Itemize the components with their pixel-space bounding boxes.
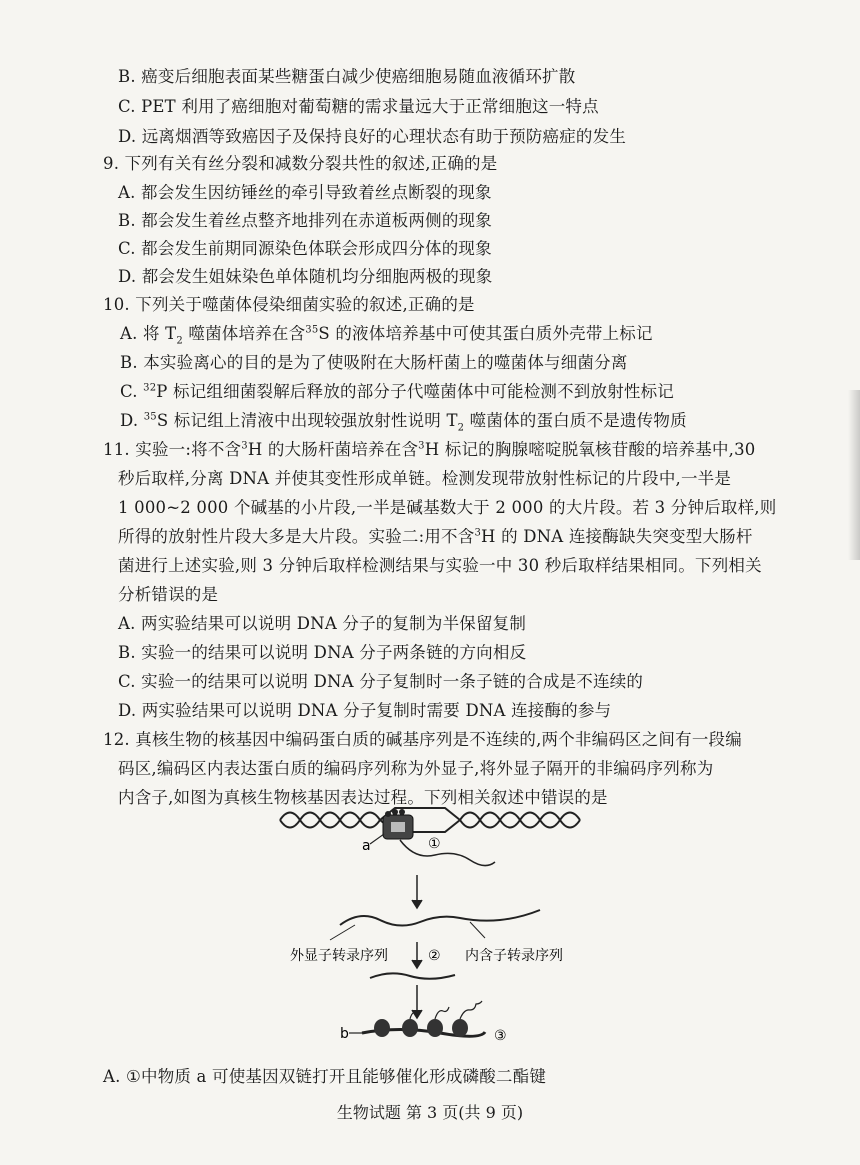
q11-stem-line-3: 1 000~2 000 个碱基的小片段,一半是碱基数大于 2 000 的大片段。若 3 分钟后取样,则 (118, 498, 777, 517)
q11-option-c: C. 实验一的结果可以说明 DNA 分子复制时一条子链的合成是不连续的 (118, 672, 644, 691)
q9-option-a: A. 都会发生因纺锤丝的牵引导致着丝点断裂的现象 (118, 183, 492, 202)
q10-option-c: C. $^{32}$P 标记组细菌裂解后释放的部分子代噬菌体中可能检测不到放射性标记 (120, 382, 675, 401)
q12-stem-line-3: 内含子,如图为真核生物核基因表达过程。下列相关叙述中错误的是 (118, 788, 608, 807)
rna-polymerase (383, 809, 413, 839)
step-2-marker: ② (428, 948, 441, 964)
q8-option-b: B. 癌变后细胞表面某些糖蛋白减少使癌细胞易随血液循环扩散 (118, 67, 576, 86)
q11-stem-line-5: 菌进行上述实验,则 3 分钟后取样检测结果与实验一中 30 秒后取样结果相同。下列相关 (118, 556, 762, 575)
q10-option-a: A. 将 $T_2$ 噬菌体培养在含$^{35}$S 的液体培养基中可使其蛋白质外壳带上标记 (120, 324, 653, 347)
page-footer: 生物试题 第 3 页(共 9 页) (336, 1103, 524, 1122)
intron-pointer-line (470, 922, 485, 938)
intron-transcript-label: 内含子转录序列 (465, 948, 563, 964)
q11-stem-line-6: 分析错误的是 (118, 585, 219, 604)
q11-stem-line-4: 所得的放射性片段大多是大片段。实验二:用不含$^3$H 的 DNA 连接酶缺失突变型大肠杆 (118, 527, 753, 546)
q9-option-d: D. 都会发生姐妹染色单体随机均分细胞两极的现象 (118, 267, 493, 286)
gene-expression-figure (270, 800, 600, 1060)
exon-transcript-label: 外显子转录序列 (290, 948, 388, 964)
q11-stem-line-1: 11. 实验一:将不含$^3$H 的大肠杆菌培养在含$^3$H 标记的胸腺嘧啶脱氧核苷酸的培养基中,30 (103, 440, 756, 459)
q9-option-b: B. 都会发生着丝点整齐地排列在赤道板两侧的现象 (118, 211, 492, 230)
q8-option-d: D. 远离烟酒等致癌因子及保持良好的心理状态有助于预防癌症的发生 (118, 127, 627, 146)
pointer-a-arrow (370, 834, 384, 844)
step-3-marker: ③ (494, 1028, 507, 1044)
q11-option-b: B. 实验一的结果可以说明 DNA 分子两条链的方向相反 (118, 643, 527, 662)
q8-option-c: C. PET 利用了癌细胞对葡萄糖的需求量远大于正常细胞这一特点 (118, 97, 599, 116)
step-1-marker: ① (428, 836, 441, 852)
scan-edge-shadow (848, 390, 860, 560)
mature-mrna-strand (370, 973, 455, 978)
label-a: a (362, 838, 371, 854)
q12-stem-line-2: 码区,编码区内表达蛋白质的编码序列称为外显子,将外显子隔开的非编码序列称为 (118, 759, 714, 778)
pre-mrna-strand (340, 910, 540, 926)
nascent-rna-strand (400, 840, 495, 866)
arrow-down-2 (412, 942, 422, 968)
q11-option-a: A. 两实验结果可以说明 DNA 分子的复制为半保留复制 (118, 614, 527, 633)
q9-stem: 9. 下列有关有丝分裂和减数分裂共性的叙述,正确的是 (103, 154, 498, 173)
q11-option-d: D. 两实验结果可以说明 DNA 分子复制时需要 DNA 连接酶的参与 (118, 701, 612, 720)
arrow-down-1 (412, 875, 422, 908)
dna-double-helix (280, 813, 580, 828)
q9-option-c: C. 都会发生前期同源染色体联会形成四分体的现象 (118, 239, 492, 258)
q11-stem-line-2: 秒后取样,分离 DNA 并使其变性形成单链。检测发现带放射性标记的片段中,一半是 (118, 469, 732, 488)
q10-option-d: D. $^{35}$S 标记组上清液中出现较强放射性说明 $T_2$ 噬菌体的蛋白质不是遗传物质 (120, 411, 687, 434)
q12-option-a: A. ①中物质 a 可使基因双链打开且能够催化形成磷酸二酯键 (103, 1067, 547, 1086)
label-b: b (340, 1026, 349, 1042)
q10-stem: 10. 下列关于噬菌体侵染细菌实验的叙述,正确的是 (103, 295, 475, 314)
q10-option-b: B. 本实验离心的目的是为了使吸附在大肠杆菌上的噬菌体与细菌分离 (120, 353, 628, 372)
q12-stem-line-1: 12. 真核生物的核基因中编码蛋白质的碱基序列是不连续的,两个非编码区之间有一段编 (103, 730, 742, 749)
exon-pointer-line (330, 925, 355, 940)
